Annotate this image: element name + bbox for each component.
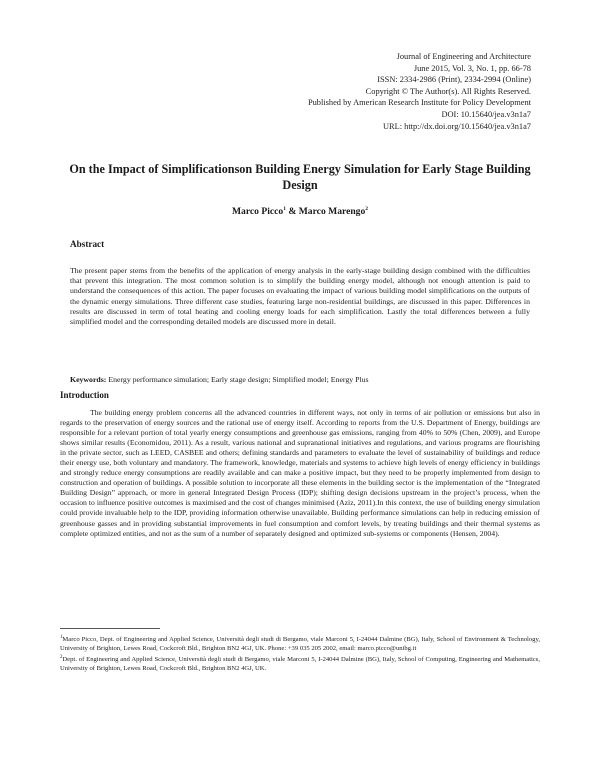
journal-header — [171, 51, 531, 132]
footnote-2 — [60, 653, 540, 673]
keywords-line — [70, 375, 540, 385]
journal-issue: June 2015, Vol. 3, No. 1, pp. 66-78 — [413, 63, 531, 73]
author-2-footnote-mark: 2 — [365, 206, 369, 212]
journal-issn: ISSN: 2334-2986 (Print), 2334-2994 (Online) — [377, 75, 531, 85]
journal-copyright: Copyright © The Author(s). All Rights Reserved. — [365, 86, 531, 96]
journal-name: Journal of Engineering and Architecture — [396, 52, 531, 61]
keywords-label: Keywords: — [70, 375, 107, 384]
introduction-heading: Introduction — [60, 390, 109, 400]
paper-title: On the Impact of Simplificationson Building Energy Simulation for Early Stage Building Design — [69, 162, 531, 192]
footnote-1-text: Marco Picco, Dept. of Engineering and Applied Science, Università degli studi di Bergamo, viale Marconi 5, I-24044 Dalmine (BG), Italy, School of Environment & Technology, University of Brighton, Lewes Road, Cockcroft Bld., Brighton BN2 4GJ, UK. Phone: +39 035 205 2002, email: marco.picco@unibg.it — [60, 636, 540, 653]
footnotes — [60, 633, 540, 673]
footnote-2-mark: 2 — [60, 655, 63, 661]
abstract-text: The present paper stems from the benefits of the application of energy analysis in the early-stage building design combined with the difficulties that prevent this integration. The most common solution is to simplify the building energy model, although not enough attention is paid to understand the consequences of this action. The paper focuses on evaluating the impact of various building model simplifications on the outputs of the dynamic energy simulations. Three different case studies, featuring large non-residential buildings, are discussed in this paper. Differences in results are discussed in term of total heating and cooling energy loads for each simplification. Lastly the total differences between a fully simplified model and the corresponding detailed models are discussed more in detail. — [70, 266, 530, 327]
author-1-footnote-mark: 1 — [283, 206, 286, 212]
footnote-2-text: Dept. of Engineering and Applied Science, Università degli studi di Bergamo, viale Marconi 5, I-24044 Dalmine (BG), Italy, School of Computing, Engineering and Mathematics, University of Brighton, Lewes Road, Cockcroft Bld., Brighton BN2 4GJ, UK. — [60, 656, 540, 673]
author-separator: & — [285, 206, 299, 218]
footnote-1 — [60, 633, 540, 653]
introduction-text: The building energy problem concerns all the advanced countries in different ways, not only in terms of air pollution or emissions but also in regards to the preservation of energy sources and the rational use of energy itself. According to reports from the U.S. Department of Energy, buildings are responsible for a relevant portion of total yearly energy consumptions and greenhouse gas emissions, ranging from 40% to 50% (Chen, 2009), and Europe shows similar results (Economidou, 2011). As a result, various national and supranational initiatives and regulations, and various programs are flourishing in the private sector, such as LEED, CASBEE and others; defining standards and parameters to evaluate the level of sustainability of buildings and reduce their energy use, both voluntary and mandatory. The framework, knowledge, materials and systems to achieve high levels of energy efficiency in buildings and strongly reduce energy consumptions are readily available and can make a positive impact, but they need to be properly implemented from design to construction and operation of buildings. A possible solution to incorporate all these elements in the building sector is the implementation of the “Integrated Building Design” approach, or more in general Integrated Design Process (IDP); shifting design decisions upstream in the project’s process, when the occasion to influence positive outcomes is maximised and the cost of changes minimised (Aziz, 2011).In this context, the use of building energy simulation could provide invaluable help to the IDP, providing information otherwise unavailable. Building performance simulations can help in reducing emission of greenhouse gasses and in providing substantial improvements in fuel consumption and comfort levels, by treating buildings and their thermal systems as complete optimized entities, and not as the sum of a number of separately designed and optimized sub-systems or components (Hensen, 2004). — [60, 408, 540, 538]
journal-url[interactable]: URL: http://dx.doi.org/10.15640/jea.v3n1a7 — [382, 121, 531, 131]
author-line — [0, 206, 600, 217]
footnote-divider — [60, 628, 160, 629]
abstract-heading: Abstract — [70, 239, 105, 249]
keywords-text: Energy performance simulation; Early stage design; Simplified model; Energy Plus — [106, 375, 369, 384]
author-2: Marco Marengo — [298, 206, 366, 218]
author-1: Marco Picco — [231, 206, 284, 218]
journal-publisher: Published by American Research Institute for Policy Development — [307, 98, 531, 108]
footnote-1-mark: 1 — [60, 635, 63, 640]
journal-doi: DOI: 10.15640/jea.v3n1a7 — [441, 109, 531, 119]
